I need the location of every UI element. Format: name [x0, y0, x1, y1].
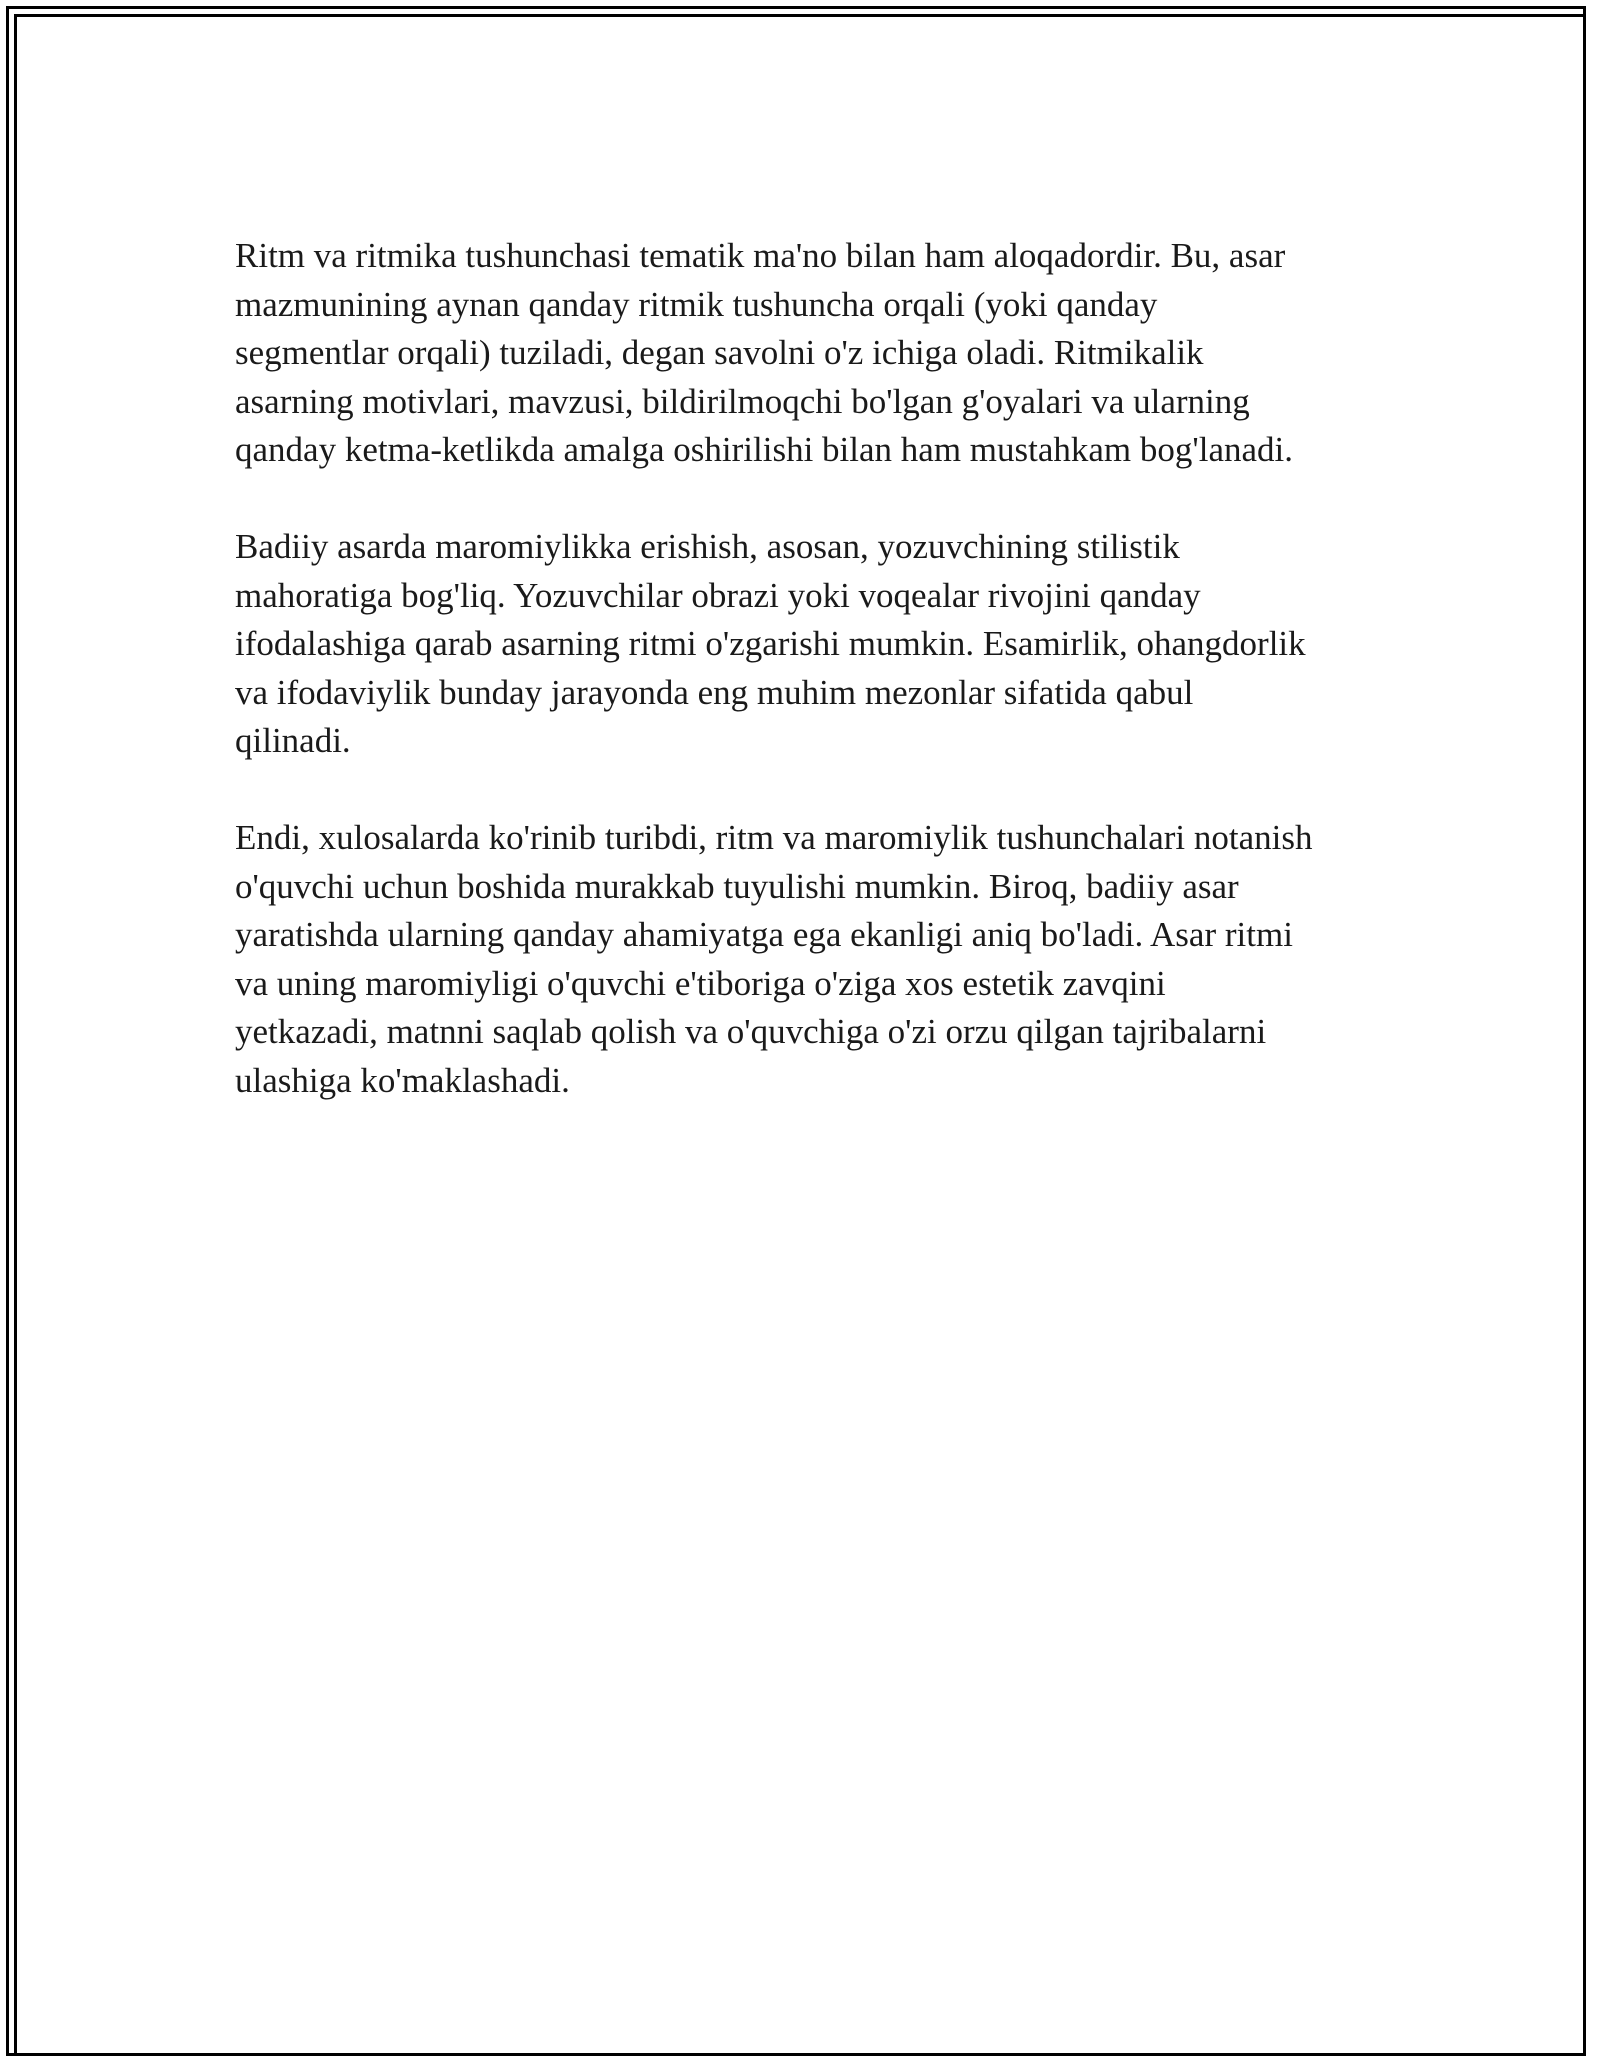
- text-line: Badiiy asarda maromiylikka erishish, asosan, yozuvchining stilistik: [235, 527, 1180, 566]
- text-line: yetkazadi, matnni saqlab qolish va o'quvchiga o'zi orzu qilgan tajribalarni: [235, 1012, 1267, 1051]
- text-line: qanday ketma-ketlikda amalga oshirilishi bilan ham mustahkam bog'lanadi.: [235, 430, 1293, 469]
- text-line: Ritm va ritmika tushunchasi tematik ma'no bilan ham aloqadordir. Bu, asar: [235, 236, 1286, 275]
- text-line: mazmunining aynan qanday ritmik tushuncha orqali (yoki qanday: [235, 284, 1158, 324]
- text-line: asarning motivlari, mavzusi, bildirilmoqchi bo'lgan g'oyalari va ularning: [235, 381, 1250, 421]
- paragraph-1: [235, 232, 1375, 475]
- document-body: [235, 232, 1375, 1154]
- text-line: va ifodaviylik bunday jarayonda eng muhim mezonlar sifatida qabul: [235, 672, 1194, 712]
- text-line: qilinadi.: [235, 721, 351, 760]
- text-line: ifodalashiga qarab asarning ritmi o'zgarishi mumkin. Esamirlik, ohangdorlik: [235, 624, 1306, 663]
- paragraph-3: [235, 814, 1375, 1105]
- text-line: Endi, xulosalarda ko'rinib turibdi, ritm va maromiylik tushunchalari notanish: [235, 818, 1313, 857]
- paragraph-2: [235, 523, 1375, 766]
- text-line: o'quvchi uchun boshida murakkab tuyulishi mumkin. Biroq, badiiy asar: [235, 866, 1239, 906]
- text-line: yaratishda ularning qanday ahamiyatga ega ekanligi aniq bo'ladi. Asar ritmi: [235, 915, 1293, 954]
- text-line: va uning maromiyligi o'quvchi e'tiboriga o'ziga xos estetik zavqini: [235, 963, 1166, 1003]
- text-line: ulashiga ko'maklashadi.: [235, 1060, 570, 1100]
- text-line: segmentlar orqali) tuziladi, degan savolni o'z ichiga oladi. Ritmikalik: [235, 333, 1204, 372]
- text-line: mahoratiga bog'liq. Yozuvchilar obrazi yoki voqealar rivojini qanday: [235, 575, 1201, 615]
